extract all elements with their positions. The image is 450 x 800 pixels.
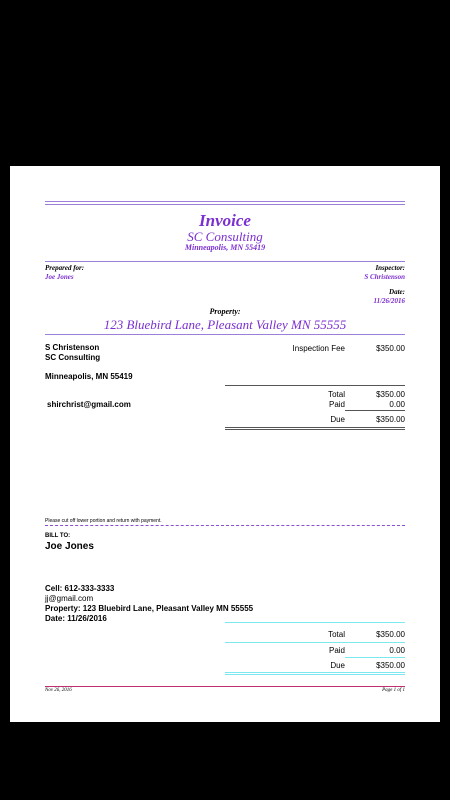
prepared-for-label: Prepared for: [45, 264, 85, 272]
footer-date: Nov 26, 2016 [45, 688, 72, 693]
footer-rule [45, 686, 405, 687]
remit-total-label: Total [328, 630, 345, 639]
inspector-label: Inspector: [375, 264, 405, 272]
company-city: Minneapolis, MN 55419 [184, 243, 266, 252]
bill-to-date: Date: 11/26/2016 [45, 614, 107, 623]
paid-label: Paid [328, 400, 345, 409]
remit-rule [225, 642, 405, 643]
due-rule [225, 427, 405, 428]
header-rule [45, 201, 405, 202]
paid-rule [345, 410, 405, 411]
remit-total-amount: $350.00 [376, 630, 405, 639]
invoice-title: Invoice [199, 211, 251, 230]
inspector-name: S Christenson [364, 273, 405, 281]
company-name: SC Consulting [187, 229, 263, 244]
property-address: 123 Bluebird Lane, Pleasant Valley MN 55555 [103, 317, 347, 332]
prepared-for-name: Joe Jones [45, 273, 74, 281]
from-email: shirchrist@gmail.com [47, 400, 131, 409]
bill-to-cell: Cell: 612-333-3333 [45, 584, 115, 593]
header-rule [45, 204, 405, 205]
due-amount: $350.00 [376, 415, 405, 424]
remit-due-rule [225, 672, 405, 673]
totals-rule [225, 385, 405, 386]
from-name: S Christenson [45, 343, 100, 352]
remit-due-amount: $350.00 [376, 661, 405, 670]
from-city: Minneapolis, MN 55419 [45, 372, 133, 381]
cut-note: Please cut off lower portion and return with payment. [45, 518, 162, 524]
bill-to-name: Joe Jones [45, 541, 94, 552]
invoice-date: 11/26/2016 [373, 297, 405, 305]
bill-to-email: jj@gmail.com [45, 594, 94, 603]
footer-page: Page 1 of 1 [382, 688, 405, 693]
remit-due-label: Due [330, 661, 345, 670]
remit-paid-rule [345, 657, 405, 658]
remit-due-rule [225, 674, 405, 675]
date-label: Date: [389, 288, 405, 296]
due-rule [225, 429, 405, 430]
total-label: Total [328, 390, 345, 399]
from-company: SC Consulting [45, 353, 101, 362]
paid-amount: 0.00 [389, 400, 405, 409]
item-amount: $350.00 [376, 344, 405, 353]
divider [45, 334, 405, 335]
divider [45, 261, 405, 262]
bill-to-label: BILL TO: [45, 533, 71, 539]
property-label: Property: [209, 307, 241, 316]
remit-paid-amount: 0.00 [389, 646, 405, 655]
remit-paid-label: Paid [328, 646, 345, 655]
invoice-page [10, 166, 440, 722]
total-amount: $350.00 [376, 390, 405, 399]
bill-to-property: Property: 123 Bluebird Lane, Pleasant Valley MN 55555 [45, 604, 254, 613]
due-label: Due [330, 415, 345, 424]
cut-line [45, 525, 405, 526]
item-description: Inspection Fee [292, 344, 345, 353]
remit-totals-rule [225, 622, 405, 623]
